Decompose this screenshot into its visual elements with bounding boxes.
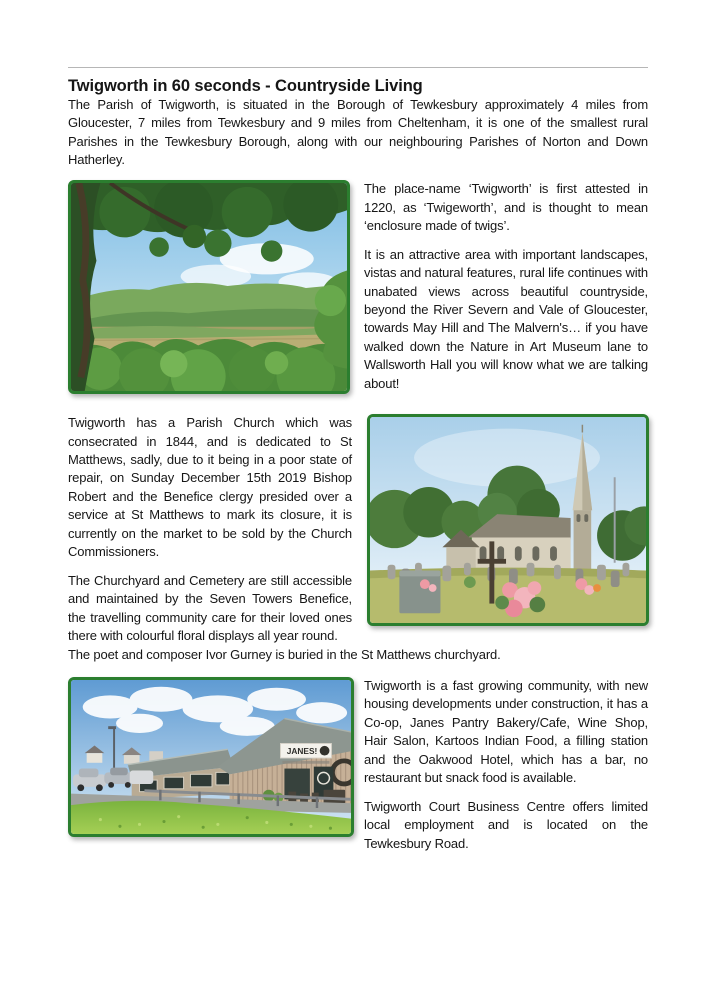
section-community [68,677,648,853]
janes-pantry-photo [68,677,354,837]
poet-paragraph: The poet and composer Ivor Gurney is buried in the St Matthews churchyard. [68,646,501,662]
countryside-photo-image [71,183,347,391]
community-paragraph: Twigworth is a fast growing community, with new housing developments under construction, it has a Co-op, Janes Pantry Bakery/Cafe, Wine Shop, Hair Salon, Kartoos Indian Food, a filling station and the Oakwood Hotel, which has a bar, no restaurant but snack food is available. [364,677,648,785]
countryside-photo [68,180,350,394]
st-matthews-church-photo [367,414,649,626]
churchyard-paragraph: The Churchyard and Cemetery are still accessible and maintained by the Seven Towers Benefice, the travelling community care for their loved ones there with colourful floral displays all year round. [68,572,352,644]
placename-paragraph: The place-name ‘Twigworth’ is first attested in 1220, as ‘Twigeworth’, and is thought to mean ‘enclosure made of twigs’. [364,181,648,233]
section-placename [68,180,648,394]
church-photo-image [370,417,646,623]
divider [68,67,648,68]
church-text-column [68,414,352,645]
page-title: Twigworth in 60 seconds - Countryside Living [68,77,423,95]
janes-sign-text: JANES! [286,747,318,757]
community-text-column [364,677,648,853]
business-centre-paragraph: Twigworth Court Business Centre offers limited local employment and is located on the Tewkesbury Road. [364,798,648,851]
janes-pantry-photo-image [71,680,351,834]
section-church [68,414,648,645]
intro-paragraph: The Parish of Twigworth, is situated in the Borough of Tewkesbury approximately 4 miles from Gloucester, 7 miles from Tewkesbury and 9 miles from Cheltenham, it is one of the smallest rural Parishes in the Tewkesbury Borough, along with our neighbouring Parishes of Norton and Down Hatherley. [68,97,648,168]
placename-text-column [364,180,648,393]
parish-church-paragraph: Twigworth has a Parish Church which was consecrated in 1844, and is dedicated to St Matthews, sadly, due to it being in a poor state of repair, on Sunday December 15th 2019 Bishop Robert and the Benefice clergy presided over a service at St Matthews to mark its closure, it is currently on the market to be sold by the Church Commissioners. [68,415,352,559]
attractive-area-paragraph: It is an attractive area with important landscapes, vistas and natural features, rural life continues with unabated views across beautiful countryside, beyond the River Severn and Vale of Gloucester, towards May Hill and The Malvern's… if you have walked down the Nature in Art Museum lane to Wallsworth Hall you will know what we are talking about! [364,246,648,391]
